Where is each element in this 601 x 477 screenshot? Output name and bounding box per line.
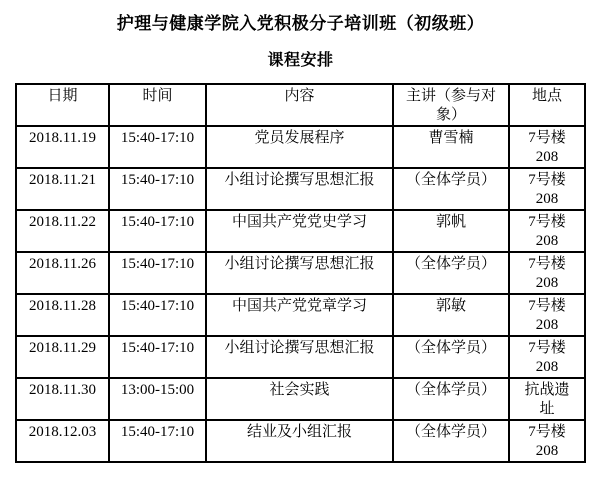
- table-body: [16, 126, 585, 462]
- table-row: [16, 294, 585, 336]
- table-cell-speaker: 郭帆: [393, 210, 509, 252]
- table-cell-speaker: （全体学员）: [393, 168, 509, 210]
- table-row: [16, 336, 585, 378]
- table-cell-date: 2018.11.21: [16, 168, 109, 210]
- table-cell-location: 7号楼 208: [509, 294, 585, 336]
- column-header-date: 日期: [16, 84, 109, 126]
- table-cell-content: 社会实践: [206, 378, 393, 420]
- table-cell-date: 2018.11.30: [16, 378, 109, 420]
- table-cell-location: 抗战遗址: [509, 378, 585, 420]
- table-cell-speaker: 郭敏: [393, 294, 509, 336]
- table-cell-location: 7号楼 208: [509, 168, 585, 210]
- table-cell-content: 小组讨论撰写思想汇报: [206, 168, 393, 210]
- column-header-speaker: 主讲（参与对象）: [393, 84, 509, 126]
- column-header-content: 内容: [206, 84, 393, 126]
- table-cell-location: 7号楼 208: [509, 420, 585, 462]
- table-cell-date: 2018.11.26: [16, 252, 109, 294]
- table-cell-speaker: （全体学员）: [393, 378, 509, 420]
- table-row: [16, 210, 585, 252]
- document-title: 护理与健康学院入党积极分子培训班（初级班）: [116, 14, 485, 33]
- table-row: [16, 420, 585, 462]
- table-cell-speaker: （全体学员）: [393, 252, 509, 294]
- column-header-time: 时间: [109, 84, 206, 126]
- table-cell-speaker: 曹雪楠: [393, 126, 509, 168]
- table-header-row: [16, 84, 585, 126]
- table-cell-date: 2018.11.29: [16, 336, 109, 378]
- document-subtitle: 课程安排: [267, 52, 334, 69]
- table-cell-content: 中国共产党党史学习: [206, 210, 393, 252]
- table-cell-time: 15:40-17:10: [109, 420, 206, 462]
- table-row: [16, 378, 585, 420]
- table-cell-time: 15:40-17:10: [109, 168, 206, 210]
- table-cell-time: 15:40-17:10: [109, 210, 206, 252]
- table-cell-date: 2018.11.28: [16, 294, 109, 336]
- table-cell-location: 7号楼 208: [509, 336, 585, 378]
- table-cell-date: 2018.11.19: [16, 126, 109, 168]
- table-cell-speaker: （全体学员）: [393, 420, 509, 462]
- table-cell-time: 15:40-17:10: [109, 336, 206, 378]
- table-cell-location: 7号楼 208: [509, 126, 585, 168]
- table-cell-content: 党员发展程序: [206, 126, 393, 168]
- table-cell-time: 15:40-17:10: [109, 252, 206, 294]
- table-cell-content: 小组讨论撰写思想汇报: [206, 252, 393, 294]
- table-cell-location: 7号楼 208: [509, 252, 585, 294]
- column-header-location: 地点: [509, 84, 585, 126]
- table-cell-time: 15:40-17:10: [109, 126, 206, 168]
- table-cell-content: 中国共产党党章学习: [206, 294, 393, 336]
- table-cell-speaker: （全体学员）: [393, 336, 509, 378]
- table-cell-time: 15:40-17:10: [109, 294, 206, 336]
- table-cell-date: 2018.12.03: [16, 420, 109, 462]
- table-row: [16, 168, 585, 210]
- table-row: [16, 252, 585, 294]
- table-cell-time: 13:00-15:00: [109, 378, 206, 420]
- table-cell-content: 结业及小组汇报: [206, 420, 393, 462]
- table-cell-location: 7号楼 208: [509, 210, 585, 252]
- course-schedule-table: [15, 83, 586, 463]
- table-cell-date: 2018.11.22: [16, 210, 109, 252]
- table-row: [16, 126, 585, 168]
- table-cell-content: 小组讨论撰写思想汇报: [206, 336, 393, 378]
